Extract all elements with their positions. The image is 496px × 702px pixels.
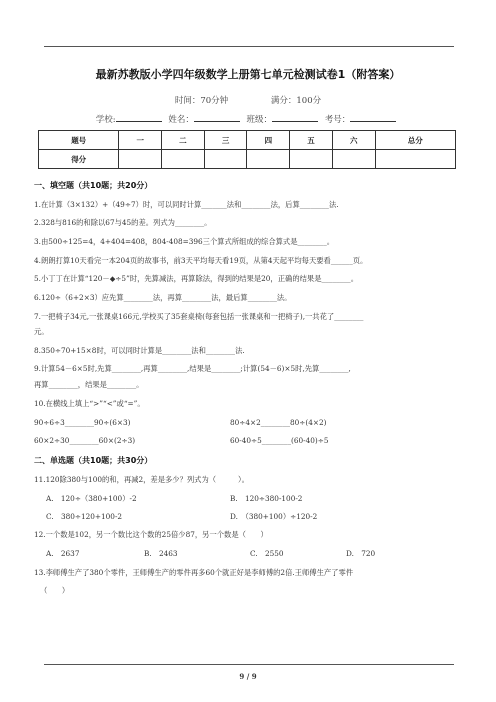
question-1: 1.在计算（3×132）+（49÷7）时，可以同时计算_______法和________法，后算________法. — [34, 200, 339, 209]
exam-no-blank[interactable] — [350, 113, 396, 122]
question-10: 10.在横线上填上“>”“<”或“=”。 — [34, 399, 145, 408]
score-row — [39, 150, 456, 169]
name-label: 姓名： — [168, 115, 194, 125]
school-blank[interactable] — [116, 113, 162, 122]
option-11d[interactable]: D. （380+100）÷120-2 — [230, 512, 318, 521]
question-2: 2.328与816的和除以67与45的差。列式为________。 — [34, 218, 212, 227]
document-title: 最新苏教版小学四年级数学上册第七单元检测试卷1（附答案） — [95, 68, 401, 81]
page-number: 9 / 9 — [239, 672, 257, 681]
score-cell[interactable] — [332, 150, 375, 169]
section1-title: 一、填空题（共10题；共20分） — [34, 181, 153, 190]
question-3: 3.由500÷125=4，4+404=408，804-408=396三个算式所组成的综合算式是________。 — [34, 237, 335, 246]
score-cell[interactable] — [290, 150, 333, 169]
score-cell[interactable] — [247, 150, 290, 169]
question-7-cont: 元。 — [34, 327, 49, 336]
score-row-label: 得分 — [39, 150, 119, 169]
bottom-rule — [44, 664, 454, 665]
score-cell[interactable] — [162, 150, 205, 169]
exam-no-label: 考号： — [324, 115, 351, 125]
option-12d[interactable]: D. 720 — [346, 549, 376, 558]
class-label: 班级： — [246, 115, 273, 125]
question-9: 9.计算54－6×5时,先算________,再算________,结果是________;计算(54－6)×5时,先算________, — [34, 364, 351, 373]
question-6: 6.120÷（6+2×3）应先算________法，再算________法，最后算________法。 — [34, 293, 292, 302]
school-label: 学校: — [95, 115, 116, 125]
question-8: 8.350÷70+15×8时，可以同时计算是________法和________法. — [34, 346, 245, 355]
header-cell: 四 — [247, 131, 290, 150]
name-blank[interactable] — [194, 113, 240, 122]
question-4: 4.朗朗打算10天看完一本204页的故事书，前3天平均每天看19页，从第4天起平均每天要看______页。 — [34, 256, 368, 265]
score-cell[interactable] — [204, 150, 247, 169]
score-cell[interactable] — [119, 150, 162, 169]
score-table — [38, 130, 456, 169]
compare-item: 60×2÷30________60×(2÷3) — [34, 436, 136, 445]
option-11a[interactable]: A. 120÷（380+100）-2 — [46, 494, 137, 503]
student-fields — [0, 113, 496, 125]
exam-info — [0, 94, 496, 106]
compare-item: 90÷6÷3________90÷(6×3) — [34, 418, 131, 427]
question-13: 13.李师傅生产了380个零件，王师傅生产的零件再多60个就正好是李师傅的2倍.王师傅生产了零件 — [34, 568, 354, 577]
header-cell: 题号 — [39, 131, 119, 150]
option-12a[interactable]: A. 2637 — [46, 549, 80, 558]
header-cell: 一 — [119, 131, 162, 150]
header-cell: 总分 — [375, 131, 455, 150]
option-11b[interactable]: B. 120÷380-100-2 — [230, 494, 303, 503]
compare-item: 80÷4×2________80÷(4×2) — [230, 418, 327, 427]
question-12: 12.一个数是102，另一个数比这个数的25倍少87，另一个数是（ ） — [34, 530, 268, 539]
option-12b[interactable]: B. 2463 — [144, 549, 178, 558]
option-12c[interactable]: C. 2550 — [250, 549, 284, 558]
question-5: 5.小丁丁在计算“120－◆÷5”时，先算减法，再算除法，得到的结果是20，正确的结果是________。 — [34, 274, 358, 283]
question-11: 11.120除380与100的和，再减2，差是多少？列式为（ ）。 — [34, 475, 249, 484]
time-label: 时间：70分钟 — [174, 96, 229, 106]
header-cell: 三 — [204, 131, 247, 150]
header-cell: 二 — [162, 131, 205, 150]
score-table-header — [39, 131, 456, 150]
question-13-cont: （ ） — [40, 586, 70, 595]
score-cell[interactable] — [375, 150, 455, 169]
compare-item: 60-40÷5________(60-40)÷5 — [230, 436, 329, 445]
header-cell: 六 — [332, 131, 375, 150]
header-cell: 五 — [290, 131, 333, 150]
full-score-label: 满分：100分 — [270, 96, 322, 106]
section2-title: 二、单选题（共10题；共30分） — [34, 456, 153, 465]
top-rule — [44, 46, 454, 47]
option-11c[interactable]: C. 380÷120+100-2 — [46, 512, 123, 521]
question-9-cont: 再算________，结果是________。 — [34, 380, 144, 389]
class-blank[interactable] — [272, 113, 318, 122]
question-7: 7.一把椅子34元,一张课桌166元,学校买了35套桌椅(每套包括一张课桌和一把椅子),一共花了________ — [34, 312, 364, 321]
